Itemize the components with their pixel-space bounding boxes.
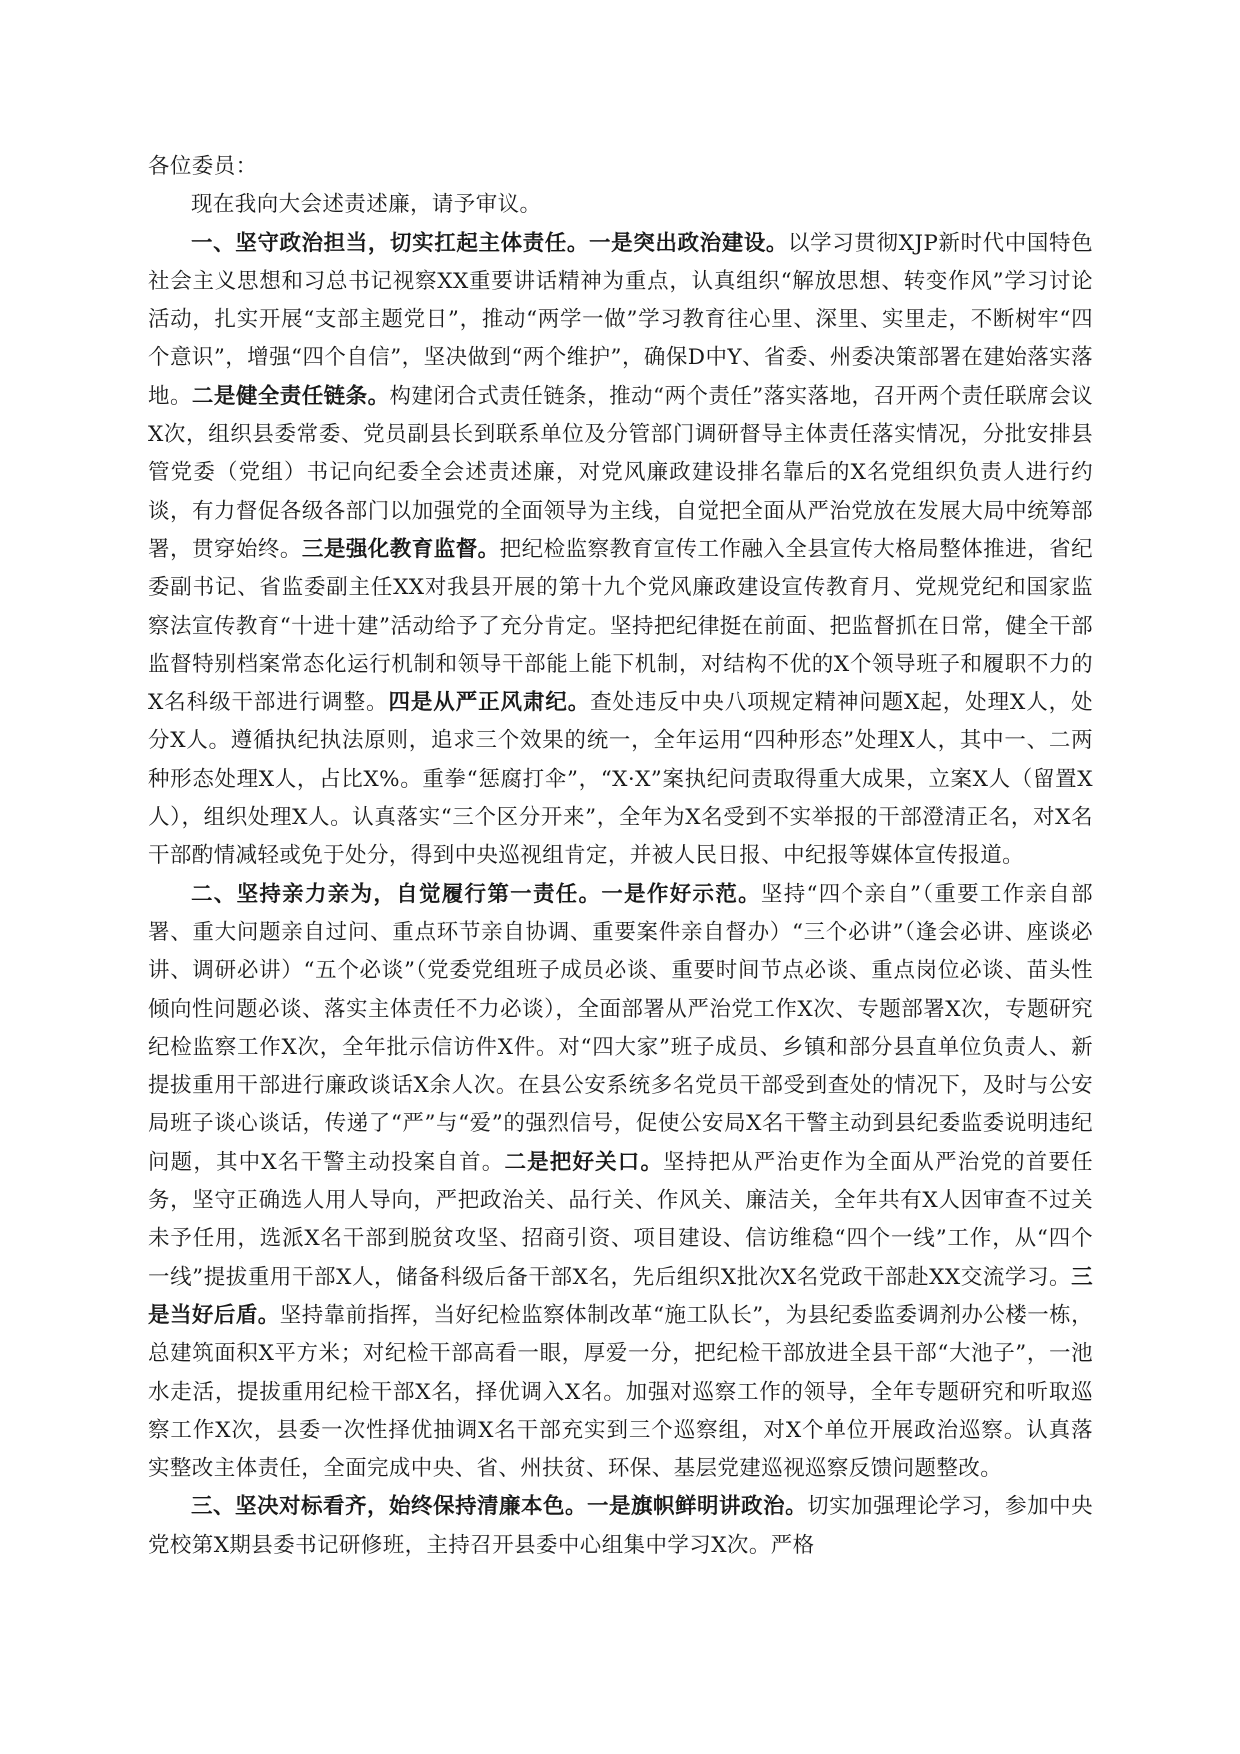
section-1-sub-4: 四是从严正风肃纪。 <box>388 690 591 716</box>
section-2-sub-1: 一是作好示范。 <box>601 881 761 907</box>
section-1-text-1: 以学习贯彻XJP新时代中国特色社会主义思想和习总书记视察XX重要讲话精神为重点，认真组织“解放思想、转变作风”学习讨论活动，扎实开展“支部主题党日”，推动“两学一做”学习教育往心里、深里、实里走，不断树牢“四个意识”，增强“四个自信”，坚决做到“两个维护”，确保D中Y、省委、州委决策部署在建始落实落地。 <box>148 230 1093 409</box>
section-1-sub-1: 一是突出政治建设。 <box>589 230 789 256</box>
document-page <box>148 148 1093 1565</box>
section-3-paragraph <box>148 1488 1093 1565</box>
section-2-text-2: 坚持把从严治吏作为全面从严治党的首要任务，坚守正确选人用人导向，严把政治关、品行关、作风关、廉洁关，全年共有X人因审查不过关未予任用，选派X名干部到脱贫攻坚、招商引资、项目建设、信访维稳“四个一线”工作，从“四个一线”提拔重用干部X人，储备科级后备干部X名，先后组织X批次X名党政干部赴XX交流学习。 <box>148 1149 1093 1290</box>
section-2-text-3: 坚持靠前指挥，当好纪检监察体制改革“施工队长”，为县纪委监委调剂办公楼一栋，总建筑面积X平方米；对纪检干部高看一眼，厚爱一分，把纪检干部放进全县干部“大池子”，一池水走活，提拔重用纪检干部X名，择优调入X名。加强对巡察工作的领导，全年专题研究和听取巡察工作X次，县委一次性择优抽调X名干部充实到三个巡察组，对X个单位开展政治巡察。认真落实整改主体责任，全面完成中央、省、州扶贫、环保、基层党建巡视巡察反馈问题整改。 <box>148 1302 1094 1482</box>
intro-paragraph: 现在我向大会述责述廉，请予审议。 <box>191 192 542 218</box>
section-2-sub-3: 三是当好后盾。 <box>148 1264 1093 1328</box>
section-1-text-3: 把纪检监察教育宣传工作融入全县宣传大格局整体推进，省纪委副书记、省监委副主任XX对我县开展的第十九个党风廉政建设宣传教育月、党规党纪和国家监察法宣传教育“十进十建”活动给予了充分肯定。坚持把纪律挺在前面、把监督抓在日常，健全干部监督特别档案常态化运行机制和领导干部能上能下机制，对结构不优的X个领导班子和履职不力的X名科级干部进行调整。 <box>148 536 1093 716</box>
salutation: 各位委员： <box>148 154 258 179</box>
section-2-text-1: 坚持“四个亲自”（重要工作亲自部署、重大问题亲自过问、重点环节亲自协调、重要案件亲自督办）“三个必讲”（逢会必讲、座谈必讲、调研必讲）“五个必谈”（党委党组班子成员必谈、重要时间节点必谈、重点岗位必谈、苗头性倾向性问题必谈、落实主体责任不力必谈），全面部署从严治党工作X次、专题部署X次，专题研究纪检监察工作X次，全年批示信访件X件。对“四大家”班子成员、乡镇和部分县直单位负责人、新提拔重用干部进行廉政谈话X余人次。在县公安系统多名党员干部受到查处的情况下，及时与公安局班子谈心谈话，传递了“严”与“爱”的强烈信号，促使公安局X名干警主动到县纪委监委说明违纪问题，其中X名干警主动投案自首。 <box>148 881 1093 1175</box>
section-1-heading: 一、坚守政治担当，切实扛起主体责任。 <box>191 230 590 256</box>
section-2-sub-2: 二是把好关口。 <box>504 1149 664 1175</box>
section-3-heading: 三、坚决对标看齐，始终保持清廉本色。 <box>191 1494 588 1520</box>
section-3-sub-1: 一是旗帜鲜明讲政治。 <box>587 1494 808 1520</box>
section-2-heading: 二、坚持亲力亲为，自觉履行第一责任。 <box>191 881 602 907</box>
section-1-sub-2: 二是健全责任链条。 <box>191 383 390 409</box>
section-2-paragraph <box>148 876 1093 1489</box>
section-3-text-1: 切实加强理论学习，参加中央党校第X期县委书记研修班，主持召开县委中心组集中学习X次。严格 <box>148 1494 1094 1558</box>
section-1-paragraph <box>148 225 1093 876</box>
section-1-text-4: 查处违反中央八项规定精神问题X起，处理X人，处分X人。遵循执纪执法原则，追求三个效果的统一，全年运用“四种形态”处理X人，其中一、二两种形态处理X人，占比X%。重拳“惩腐打伞”，“X·X”案执纪问责取得重大成果，立案X人（留置X人），组织处理X人。认真落实“三个区分开来”，全年为X名受到不实举报的干部澄清正名，对X名干部酌情减轻或免于处分，得到中央巡视组肯定，并被人民日报、中纪报等媒体宣传报道。 <box>148 690 1093 869</box>
section-1-sub-3: 三是强化教育监督。 <box>301 536 500 562</box>
section-1-text-2: 构建闭合式责任链条，推动“两个责任”落实落地，召开两个责任联席会议X次，组织县委常委、党员副县长到联系单位及分管部门调研督导主体责任落实情况，分批安排县管党委（党组）书记向纪委全会述责述廉，对党风廉政建设排名靠后的X名党组织负责人进行约谈，有力督促各级各部门以加强党的全面领导为主线，自觉把全面从严治党放在发展大局中统筹部署，贯穿始终。 <box>148 383 1093 562</box>
